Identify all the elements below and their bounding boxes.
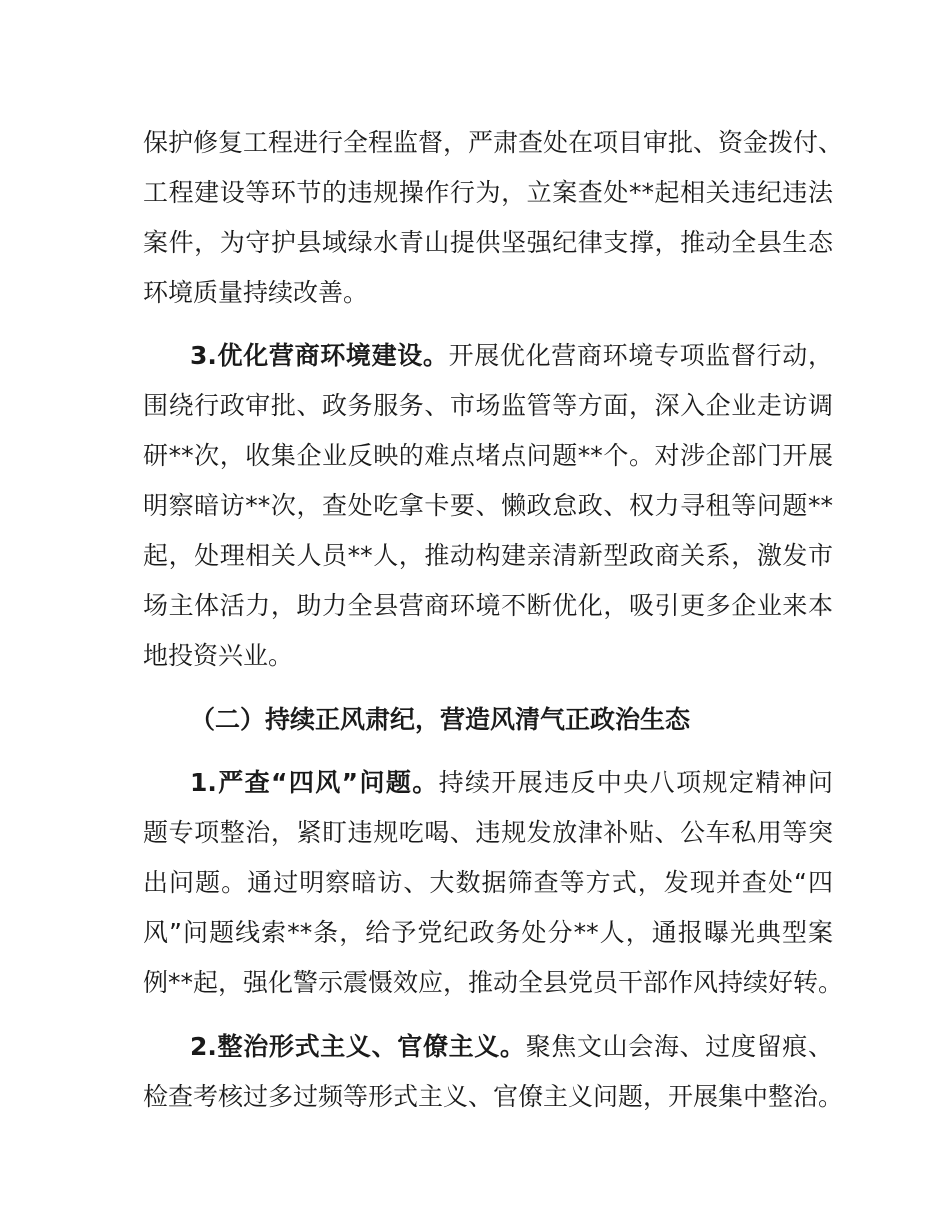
item-2-first-line xyxy=(190,1030,833,1064)
paragraph-line: 案件，为守护县域绿水青山提供坚强纪律支撑，推动全县生态 xyxy=(143,228,833,257)
item-3-heading: 3.优化营商环境建设。 xyxy=(190,341,449,370)
paragraph-line: 起，处理相关人员**人，推动构建亲清新型政商关系，激发市 xyxy=(143,541,833,570)
paragraph-line: 场主体活力，助力全县营商环境不断优化，吸引更多企业来本 xyxy=(143,591,833,620)
item-3-first-line-text: 开展优化营商环境专项监督行动， xyxy=(448,341,833,370)
paragraph-line: 研**次，收集企业反映的难点堵点问题**个。对涉企部门开展 xyxy=(143,441,833,470)
item-1-first-line xyxy=(190,766,833,800)
paragraph-line: 题专项整治，紧盯违规吃喝、违规发放津补贴、公车私用等突 xyxy=(143,818,833,847)
section-heading: （二）持续正风肃纪，营造风清气正政治生态 xyxy=(190,705,691,734)
paragraph-line: 围绕行政审批、政务服务、市场监管等方面，深入企业走访调 xyxy=(143,391,833,420)
paragraph-line: 风”问题线索**条，给予党纪政务处分**人，通报曝光典型案 xyxy=(143,918,833,947)
item-1-heading: 1.严查“四风”问题。 xyxy=(190,768,439,797)
item-2-heading: 2.整治形式主义、官僚主义。 xyxy=(190,1032,526,1061)
paragraph-line: 地投资兴业。 xyxy=(143,641,294,670)
paragraph-line: 保护修复工程进行全程监督，严肃查处在项目审批、资金拨付、 xyxy=(143,128,844,157)
item-2-first-line-text: 聚焦文山会海、过度留痕、 xyxy=(525,1032,833,1061)
paragraph-line: 环境质量持续改善。 xyxy=(143,278,369,307)
paragraph-line: 工程建设等环节的违规操作行为，立案查处**起相关违纪违法 xyxy=(143,178,833,207)
item-1-first-line-text: 持续开展违反中央八项规定精神问 xyxy=(438,768,833,797)
paragraph-line: 出问题。通过明察暗访、大数据筛查等方式，发现并查处“四 xyxy=(143,868,833,897)
paragraph-line: 明察暗访**次，查处吃拿卡要、懒政怠政、权力寻租等问题** xyxy=(143,491,833,520)
item-3-first-line xyxy=(190,339,833,373)
paragraph-line: 检查考核过多过频等形式主义、官僚主义问题，开展集中整治。 xyxy=(143,1082,844,1111)
paragraph-line: 例**起，强化警示震慑效应，推动全县党员干部作风持续好转。 xyxy=(143,968,844,997)
